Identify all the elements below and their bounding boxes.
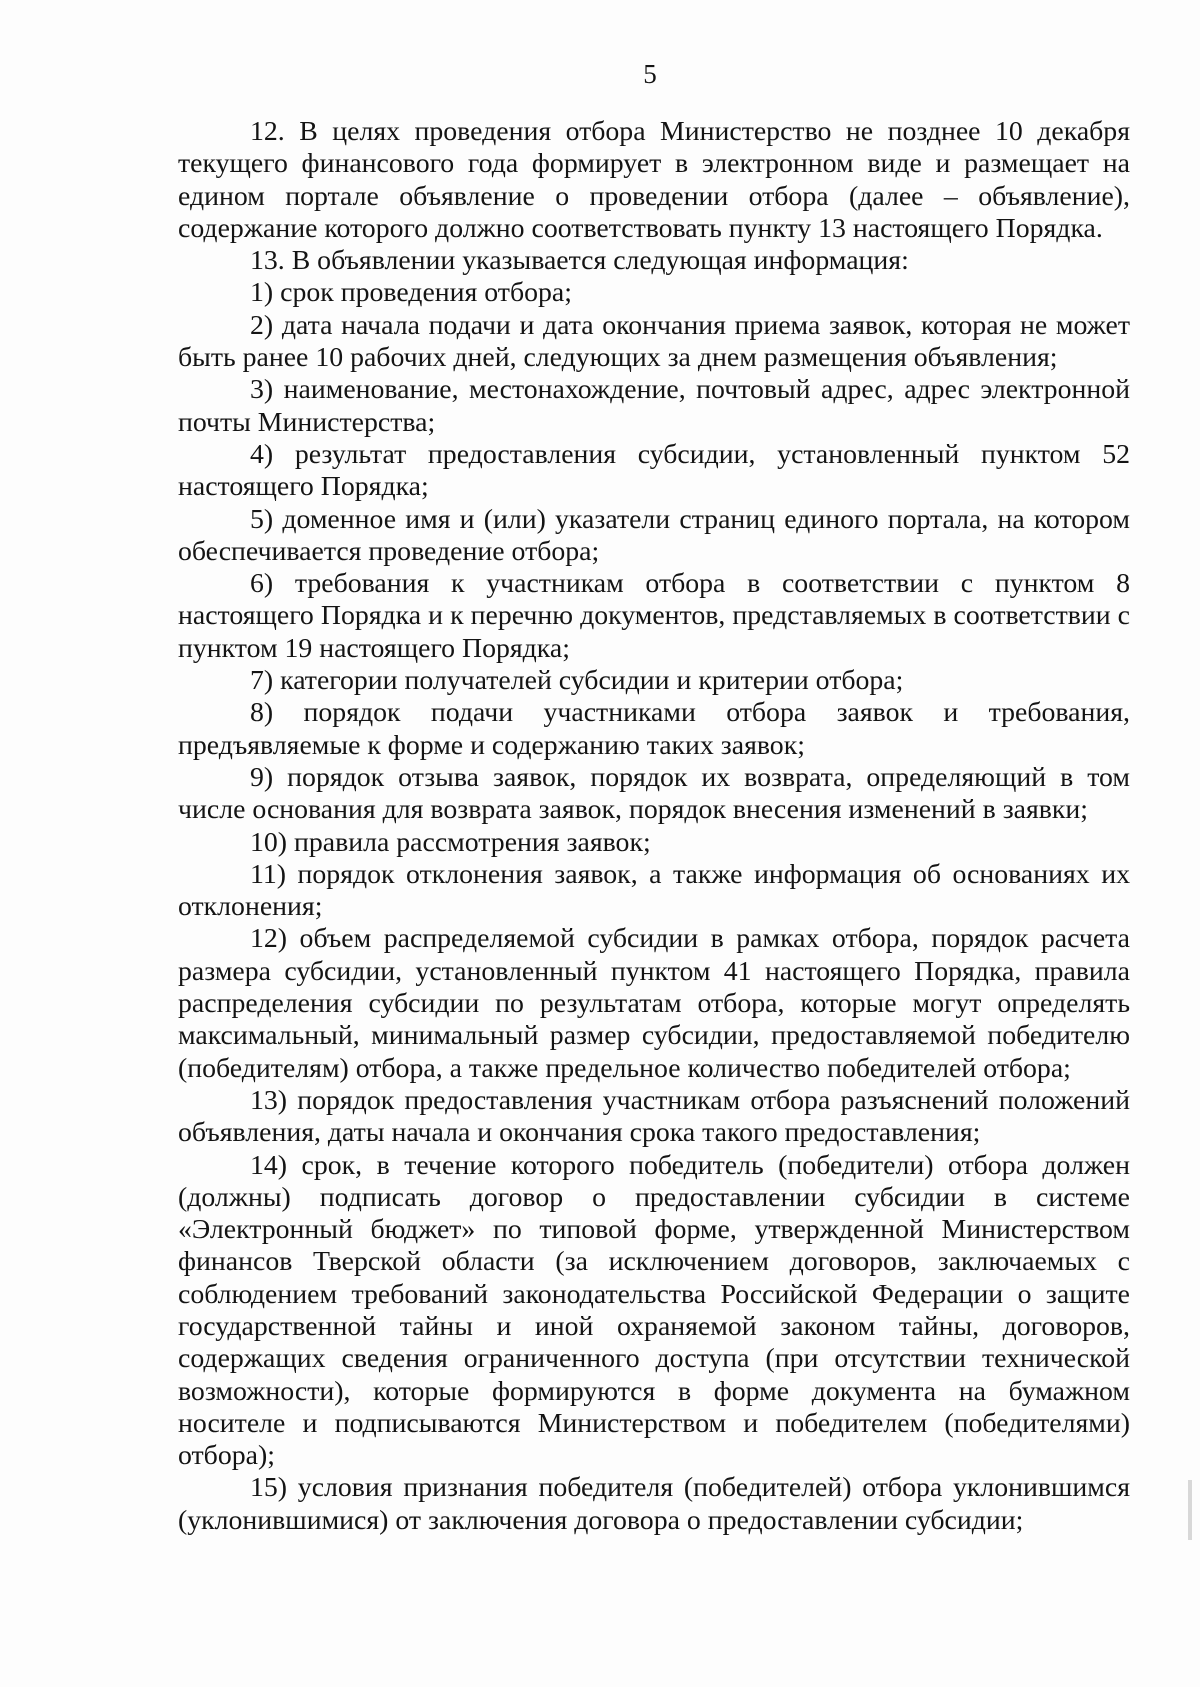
list-item-13: 13) порядок предоставления участникам отбора разъяснений положений объявления, даты начала и окончания срока такого предоставления; (178, 1084, 1130, 1149)
list-item-12: 12) объем распределяемой субсидии в рамках отбора, порядок расчета размера субсидии, установленный пунктом 41 настоящего Порядка, правила распределения субсидии по результатам отбора, которые могут определять максимальный, минимальный размер субсидии, предоставляемой победителю (победителям) отбора, а также предельное количество победителей отбора; (178, 923, 1130, 1084)
list-item-3: 3) наименование, местонахождение, почтовый адрес, адрес электронной почты Министерства; (178, 374, 1130, 438)
list-item-2: 2) дата начала подачи и дата окончания приема заявок, которая не может быть ранее 10 рабочих дней, следующих за днем размещения объявления; (178, 309, 1130, 374)
list-item-8: 8) порядок подачи участниками отбора заявок и требования, предъявляемые к форме и содержанию таких заявок; (178, 697, 1130, 761)
scan-edge-mark (1188, 1480, 1192, 1540)
document-body (178, 116, 1130, 1537)
list-item-4: 4) результат предоставления субсидии, установленный пунктом 52 настоящего Порядка; (178, 438, 1130, 503)
paragraph-13: 13. В объявлении указывается следующая информация: (250, 245, 909, 277)
list-item-14: 14) срок, в течение которого победитель (победители) отбора должен (должны) подписать договор о предоставлении субсидии в системе «Электронный бюджет» по типовой форме, утвержденной Министерством финансов Тверской области (за исключением договоров, заключаемых с соблюдением требований законодательства Российской Федерации о защите государственной тайны и иной охраняемой законом тайны, договоров, содержащих сведения ограниченного доступа (при отсутствии технической возможности), которые формируются в форме документа на бумажном носителе и подписываются Министерством и победителем (победителями) отбора); (178, 1149, 1130, 1472)
list-item-7: 7) категории получателей субсидии и критерии отбора; (250, 665, 904, 697)
list-item-15: 15) условия признания победителя (победителей) отбора уклонившимся (уклонившимися) от заключения договора о предоставлении субсидии; (178, 1472, 1130, 1536)
list-item-9: 9) порядок отзыва заявок, порядок их возврата, определяющий в том числе основания для возврата заявок, порядок внесения изменений в заявки; (178, 761, 1130, 826)
list-item-10: 10) правила рассмотрения заявок; (250, 826, 651, 858)
list-item-11: 11) порядок отклонения заявок, а также информация об основаниях их отклонения; (178, 858, 1130, 923)
list-item-5: 5) доменное имя и (или) указатели страниц единого портала, на котором обеспечивается проведение отбора; (178, 503, 1130, 567)
list-item-1: 1) срок проведения отбора; (250, 277, 572, 309)
list-item-6: 6) требования к участникам отбора в соответствии с пунктом 8 настоящего Порядка и к перечню документов, представляемых в соответствии с пунктом 19 настоящего Порядка; (178, 568, 1130, 664)
page-number: 5 (643, 59, 657, 89)
paragraph-12: 12. В целях проведения отбора Министерство не позднее 10 декабря текущего финансового года формирует в электронном виде и размещает на едином портале объявление о проведении отбора (далее – объявление), содержание которого должно соответствовать пункту 13 настоящего Порядка. (178, 116, 1130, 244)
